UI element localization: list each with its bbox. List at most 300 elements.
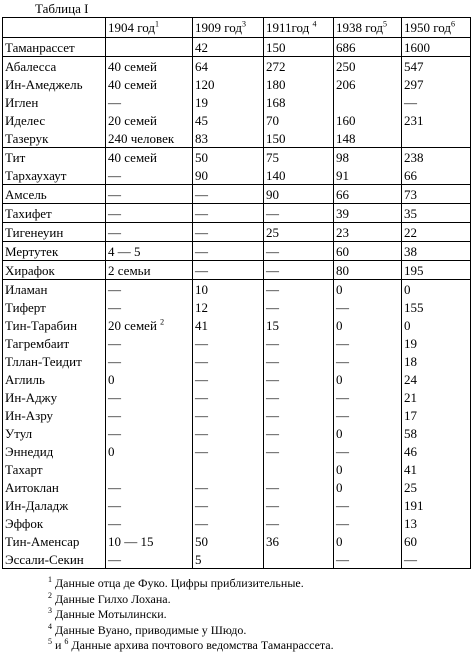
value-cell bbox=[334, 242, 402, 261]
value-cell bbox=[402, 93, 471, 111]
cell-value: 73 bbox=[404, 186, 417, 202]
value-cell bbox=[193, 550, 264, 569]
place-name: Эссали-Секин bbox=[3, 550, 106, 569]
table-row bbox=[3, 148, 471, 167]
value-cell bbox=[106, 298, 193, 316]
value-cell bbox=[193, 532, 264, 550]
value-cell bbox=[334, 424, 402, 442]
value-cell bbox=[106, 370, 193, 388]
value-cell bbox=[402, 460, 471, 478]
place-name: Аглиль bbox=[3, 370, 106, 388]
value-cell bbox=[193, 406, 264, 424]
cell-value: — bbox=[336, 515, 349, 531]
value-cell bbox=[334, 514, 402, 532]
value-cell bbox=[106, 38, 193, 57]
header-year-label: 1938 год bbox=[336, 20, 383, 35]
cell-value: 150 bbox=[266, 130, 286, 146]
value-cell bbox=[106, 204, 193, 223]
value-cell bbox=[402, 424, 471, 442]
value-cell bbox=[334, 334, 402, 352]
value-cell bbox=[334, 352, 402, 370]
table-row bbox=[3, 223, 471, 242]
table-row bbox=[3, 261, 471, 280]
cell-value: — bbox=[108, 551, 121, 567]
cell-value: 60 bbox=[336, 243, 349, 259]
header-year-2 bbox=[193, 18, 264, 38]
cell-value: 41 bbox=[195, 317, 208, 333]
cell-value: 0 bbox=[336, 281, 343, 297]
place-name: Тигенеуин bbox=[3, 223, 106, 242]
value-cell bbox=[106, 166, 193, 185]
value-cell bbox=[264, 406, 334, 424]
cell-value: — bbox=[336, 335, 349, 351]
cell-value: 66 bbox=[336, 186, 349, 202]
cell-value: 41 bbox=[404, 461, 417, 477]
cell-value: — bbox=[195, 262, 208, 278]
cell-value: 195 bbox=[404, 262, 424, 278]
header-year-3 bbox=[264, 18, 334, 38]
cell-value: — bbox=[195, 407, 208, 423]
value-cell bbox=[106, 334, 193, 352]
value-cell bbox=[402, 75, 471, 93]
cell-value: — bbox=[195, 335, 208, 351]
cell-value: — bbox=[108, 353, 121, 369]
value-cell bbox=[193, 75, 264, 93]
value-cell bbox=[106, 148, 193, 167]
cell-value: 547 bbox=[404, 58, 424, 74]
value-cell bbox=[402, 38, 471, 57]
cell-value: 19 bbox=[195, 94, 208, 110]
value-cell bbox=[264, 442, 334, 460]
value-cell bbox=[334, 166, 402, 185]
value-cell bbox=[402, 111, 471, 129]
value-cell bbox=[106, 478, 193, 496]
cell-value: 66 bbox=[404, 167, 417, 183]
value-cell bbox=[193, 148, 264, 167]
table-row bbox=[3, 38, 471, 57]
place-name: Тархаухаут bbox=[3, 166, 106, 185]
cell-value: — bbox=[266, 407, 279, 423]
value-cell bbox=[402, 550, 471, 569]
value-cell bbox=[193, 316, 264, 334]
cell-value: — bbox=[108, 497, 121, 513]
cell-value: — bbox=[336, 353, 349, 369]
value-cell bbox=[106, 57, 193, 76]
footnotes bbox=[48, 576, 334, 654]
value-cell bbox=[402, 496, 471, 514]
cell-value: 20 семей bbox=[108, 112, 157, 128]
footnote bbox=[48, 638, 334, 654]
cell-value: 64 bbox=[195, 58, 208, 74]
value-cell bbox=[264, 388, 334, 406]
cell-value: 90 bbox=[195, 167, 208, 183]
cell-value: — bbox=[108, 94, 121, 110]
place-name: Тиферт bbox=[3, 298, 106, 316]
place-name: Тазерук bbox=[3, 129, 106, 148]
footnote-mark: 1 bbox=[155, 19, 159, 29]
table-row bbox=[3, 111, 471, 129]
value-cell bbox=[334, 280, 402, 299]
table-row bbox=[3, 460, 471, 478]
cell-value: — bbox=[404, 551, 417, 567]
footnote-text: Данные Мотылински. bbox=[52, 607, 167, 621]
value-cell bbox=[193, 185, 264, 204]
cell-value: 0 bbox=[404, 281, 411, 297]
footnote-text: Данные Гилхо Лохана. bbox=[52, 591, 171, 606]
cell-value: 231 bbox=[404, 112, 424, 128]
value-cell bbox=[334, 75, 402, 93]
place-name: Ин-Азру bbox=[3, 406, 106, 424]
value-cell bbox=[402, 370, 471, 388]
value-cell bbox=[334, 550, 402, 569]
cell-value: — bbox=[195, 371, 208, 387]
footnote bbox=[48, 623, 334, 639]
value-cell bbox=[106, 129, 193, 148]
value-cell bbox=[264, 298, 334, 316]
value-cell bbox=[402, 334, 471, 352]
cell-value: 297 bbox=[404, 76, 424, 92]
value-cell bbox=[334, 370, 402, 388]
value-cell bbox=[264, 261, 334, 280]
cell-value: 40 семей bbox=[108, 76, 157, 92]
value-cell bbox=[264, 334, 334, 352]
cell-value: — bbox=[108, 205, 121, 221]
table-row bbox=[3, 550, 471, 569]
footnote-text: и bbox=[52, 638, 65, 652]
cell-value: 23 bbox=[336, 224, 349, 240]
header-year-label: 1950 год bbox=[404, 20, 451, 35]
cell-value: 22 bbox=[404, 224, 417, 240]
value-cell bbox=[402, 514, 471, 532]
cell-value: 39 bbox=[336, 205, 349, 221]
value-cell bbox=[264, 57, 334, 76]
cell-value: 75 bbox=[266, 149, 279, 165]
cell-value: — bbox=[266, 443, 279, 459]
footnote-text: Данные отца де Фуко. Цифры приблизительные. bbox=[52, 576, 304, 590]
cell-value: — bbox=[108, 335, 121, 351]
value-cell bbox=[264, 75, 334, 93]
cell-value: 70 bbox=[266, 112, 279, 128]
cell-value: — bbox=[266, 425, 279, 441]
cell-value: — bbox=[195, 389, 208, 405]
cell-value: 0 bbox=[108, 371, 115, 387]
place-name: Амсель bbox=[3, 185, 106, 204]
cell-value: 83 bbox=[195, 130, 208, 146]
place-name: Тагрембаит bbox=[3, 334, 106, 352]
cell-value: 1600 bbox=[404, 39, 430, 55]
cell-value: 50 bbox=[195, 149, 208, 165]
value-cell bbox=[264, 129, 334, 148]
value-cell bbox=[193, 242, 264, 261]
value-cell bbox=[106, 550, 193, 569]
cell-value: 272 bbox=[266, 58, 286, 74]
value-cell bbox=[106, 496, 193, 514]
header-year-label: 1911год bbox=[266, 20, 313, 35]
cell-value: 140 bbox=[266, 167, 286, 183]
cell-value: — bbox=[266, 479, 279, 495]
place-name: Ин-Даладж bbox=[3, 496, 106, 514]
place-name: Абалесса bbox=[3, 57, 106, 76]
place-name: Аитоклан bbox=[3, 478, 106, 496]
table-row bbox=[3, 75, 471, 93]
table-row bbox=[3, 129, 471, 148]
place-name: Хирафок bbox=[3, 261, 106, 280]
cell-value: — bbox=[108, 479, 121, 495]
value-cell bbox=[106, 111, 193, 129]
header-year-5 bbox=[402, 18, 471, 38]
footnote-text: Данные архива почтового ведомства Таманрассета. bbox=[68, 638, 334, 652]
cell-value: 10 bbox=[195, 281, 208, 297]
value-cell bbox=[402, 57, 471, 76]
cell-value: — bbox=[108, 299, 121, 315]
value-cell bbox=[106, 316, 193, 334]
footnote bbox=[48, 592, 334, 608]
cell-value: 50 bbox=[195, 533, 208, 549]
cell-value: 12 bbox=[195, 299, 208, 315]
value-cell bbox=[402, 223, 471, 242]
value-cell bbox=[334, 478, 402, 496]
value-cell bbox=[106, 442, 193, 460]
cell-value: 250 bbox=[336, 58, 356, 74]
footnote-mark: 4 bbox=[48, 621, 52, 631]
value-cell bbox=[193, 352, 264, 370]
table-row bbox=[3, 93, 471, 111]
cell-value: 25 bbox=[404, 479, 417, 495]
place-name: Тллан-Теидит bbox=[3, 352, 106, 370]
value-cell bbox=[264, 370, 334, 388]
cell-value: 36 bbox=[266, 533, 279, 549]
cell-value: 5 bbox=[195, 551, 202, 567]
value-cell bbox=[264, 514, 334, 532]
value-cell bbox=[402, 242, 471, 261]
cell-value: — bbox=[266, 371, 279, 387]
table-row bbox=[3, 496, 471, 514]
value-cell bbox=[106, 352, 193, 370]
value-cell bbox=[264, 352, 334, 370]
value-cell bbox=[402, 166, 471, 185]
value-cell bbox=[106, 280, 193, 299]
table-row bbox=[3, 514, 471, 532]
value-cell bbox=[264, 496, 334, 514]
value-cell bbox=[106, 406, 193, 424]
cell-value: 160 bbox=[336, 112, 356, 128]
cell-value: 60 bbox=[404, 533, 417, 549]
value-cell bbox=[334, 111, 402, 129]
value-cell bbox=[264, 424, 334, 442]
footnote-mark: 2 bbox=[48, 590, 52, 600]
footnote bbox=[48, 576, 334, 592]
cell-value: — bbox=[266, 389, 279, 405]
cell-value: — bbox=[266, 281, 279, 297]
cell-value: 80 bbox=[336, 262, 349, 278]
value-cell bbox=[193, 111, 264, 129]
cell-value: 0 bbox=[336, 371, 343, 387]
value-cell bbox=[264, 185, 334, 204]
cell-value: — bbox=[336, 389, 349, 405]
cell-value: — bbox=[108, 515, 121, 531]
cell-value: 2 семьи bbox=[108, 262, 151, 278]
value-cell bbox=[402, 442, 471, 460]
value-cell bbox=[334, 442, 402, 460]
value-cell bbox=[334, 129, 402, 148]
value-cell bbox=[193, 223, 264, 242]
table-row bbox=[3, 532, 471, 550]
cell-value: — bbox=[266, 353, 279, 369]
value-cell bbox=[193, 442, 264, 460]
cell-value: 91 bbox=[336, 167, 349, 183]
cell-value: — bbox=[195, 243, 208, 259]
cell-value: — bbox=[195, 353, 208, 369]
cell-value: — bbox=[195, 425, 208, 441]
cell-value: 13 bbox=[404, 515, 417, 531]
value-cell bbox=[402, 352, 471, 370]
place-name: Таманрассет bbox=[3, 38, 106, 57]
cell-value: — bbox=[266, 515, 279, 531]
value-cell bbox=[334, 316, 402, 334]
value-cell bbox=[193, 298, 264, 316]
cell-value: 24 bbox=[404, 371, 417, 387]
cell-value: 45 bbox=[195, 112, 208, 128]
cell-value: 686 bbox=[336, 39, 356, 55]
cell-value: 20 семей bbox=[108, 317, 157, 333]
table-row bbox=[3, 352, 471, 370]
cell-value: 191 bbox=[404, 497, 424, 513]
header-year-label: 1909 год bbox=[195, 20, 242, 35]
value-cell bbox=[193, 424, 264, 442]
value-cell bbox=[106, 75, 193, 93]
value-cell bbox=[264, 166, 334, 185]
cell-value: 0 bbox=[336, 317, 343, 333]
header-row bbox=[3, 18, 471, 38]
cell-value: 15 bbox=[266, 317, 279, 333]
value-cell bbox=[402, 478, 471, 496]
cell-value: — bbox=[266, 243, 279, 259]
value-cell bbox=[334, 148, 402, 167]
cell-value: — bbox=[336, 407, 349, 423]
value-cell bbox=[193, 280, 264, 299]
cell-value: 148 bbox=[336, 130, 356, 146]
cell-value: — bbox=[108, 186, 121, 202]
value-cell bbox=[334, 38, 402, 57]
value-cell bbox=[106, 532, 193, 550]
table-row bbox=[3, 298, 471, 316]
value-cell bbox=[334, 460, 402, 478]
table-body bbox=[3, 38, 471, 569]
footnote-mark: 5 bbox=[48, 637, 52, 646]
footnote-mark: 4 bbox=[312, 19, 317, 29]
place-name: Тин-Аменсар bbox=[3, 532, 106, 550]
value-cell bbox=[264, 204, 334, 223]
place-name: Эннедид bbox=[3, 442, 106, 460]
cell-value: 90 bbox=[266, 186, 279, 202]
value-cell bbox=[193, 57, 264, 76]
value-cell bbox=[193, 93, 264, 111]
table-row bbox=[3, 442, 471, 460]
value-cell bbox=[402, 185, 471, 204]
value-cell bbox=[193, 478, 264, 496]
value-cell bbox=[334, 532, 402, 550]
cell-value: 98 bbox=[336, 149, 349, 165]
value-cell bbox=[402, 298, 471, 316]
cell-value: 40 семей bbox=[108, 149, 157, 165]
value-cell bbox=[264, 111, 334, 129]
footnote-mark: 3 bbox=[242, 19, 246, 29]
value-cell bbox=[402, 388, 471, 406]
value-cell bbox=[106, 388, 193, 406]
value-cell bbox=[402, 148, 471, 167]
cell-value: — bbox=[108, 407, 121, 423]
value-cell bbox=[193, 370, 264, 388]
cell-value: 10 — 15 bbox=[108, 533, 154, 549]
cell-value: 0 bbox=[336, 425, 343, 441]
value-cell bbox=[334, 57, 402, 76]
footnote-mark: 2 bbox=[160, 317, 165, 327]
cell-value: 240 человек bbox=[108, 130, 175, 146]
value-cell bbox=[402, 406, 471, 424]
table-row bbox=[3, 478, 471, 496]
cell-value: 38 bbox=[404, 243, 417, 259]
value-cell bbox=[106, 223, 193, 242]
cell-value: 120 bbox=[195, 76, 215, 92]
value-cell bbox=[106, 424, 193, 442]
place-name: Иделес bbox=[3, 111, 106, 129]
cell-value: 58 bbox=[404, 425, 417, 441]
cell-value: — bbox=[195, 205, 208, 221]
cell-value: 40 семей bbox=[108, 58, 157, 74]
cell-value: — bbox=[108, 425, 121, 441]
cell-value: — bbox=[195, 479, 208, 495]
value-cell bbox=[264, 93, 334, 111]
value-cell bbox=[402, 532, 471, 550]
value-cell bbox=[193, 261, 264, 280]
cell-value: 180 bbox=[266, 76, 286, 92]
value-cell bbox=[193, 334, 264, 352]
cell-value: 25 bbox=[266, 224, 279, 240]
cell-value: 155 bbox=[404, 299, 424, 315]
header-year-1 bbox=[106, 18, 193, 38]
place-name: Тахифет bbox=[3, 204, 106, 223]
cell-value: — bbox=[266, 205, 279, 221]
value-cell bbox=[334, 204, 402, 223]
value-cell bbox=[106, 514, 193, 532]
value-cell bbox=[264, 550, 334, 569]
table-row bbox=[3, 57, 471, 76]
cell-value: — bbox=[336, 299, 349, 315]
cell-value: 46 bbox=[404, 443, 417, 459]
cell-value: 0 bbox=[108, 443, 115, 459]
footnote bbox=[48, 607, 334, 623]
place-name: Ин-Амеджель bbox=[3, 75, 106, 93]
cell-value: 0 bbox=[336, 533, 343, 549]
table-row bbox=[3, 388, 471, 406]
table-row bbox=[3, 185, 471, 204]
footnote-mark: 6 bbox=[451, 19, 455, 29]
place-name: Тахарт bbox=[3, 460, 106, 478]
footnote-mark: 1 bbox=[48, 575, 52, 584]
value-cell bbox=[106, 185, 193, 204]
place-name: Утул bbox=[3, 424, 106, 442]
cell-value: 35 bbox=[404, 205, 417, 221]
value-cell bbox=[106, 460, 193, 478]
value-cell bbox=[264, 223, 334, 242]
cell-value: 0 bbox=[404, 317, 411, 333]
cell-value: 150 bbox=[266, 39, 286, 55]
cell-value: — bbox=[404, 94, 417, 110]
place-name: Тит bbox=[3, 148, 106, 167]
place-name: Ин-Аджу bbox=[3, 388, 106, 406]
value-cell bbox=[106, 242, 193, 261]
cell-value: 19 bbox=[404, 335, 417, 351]
